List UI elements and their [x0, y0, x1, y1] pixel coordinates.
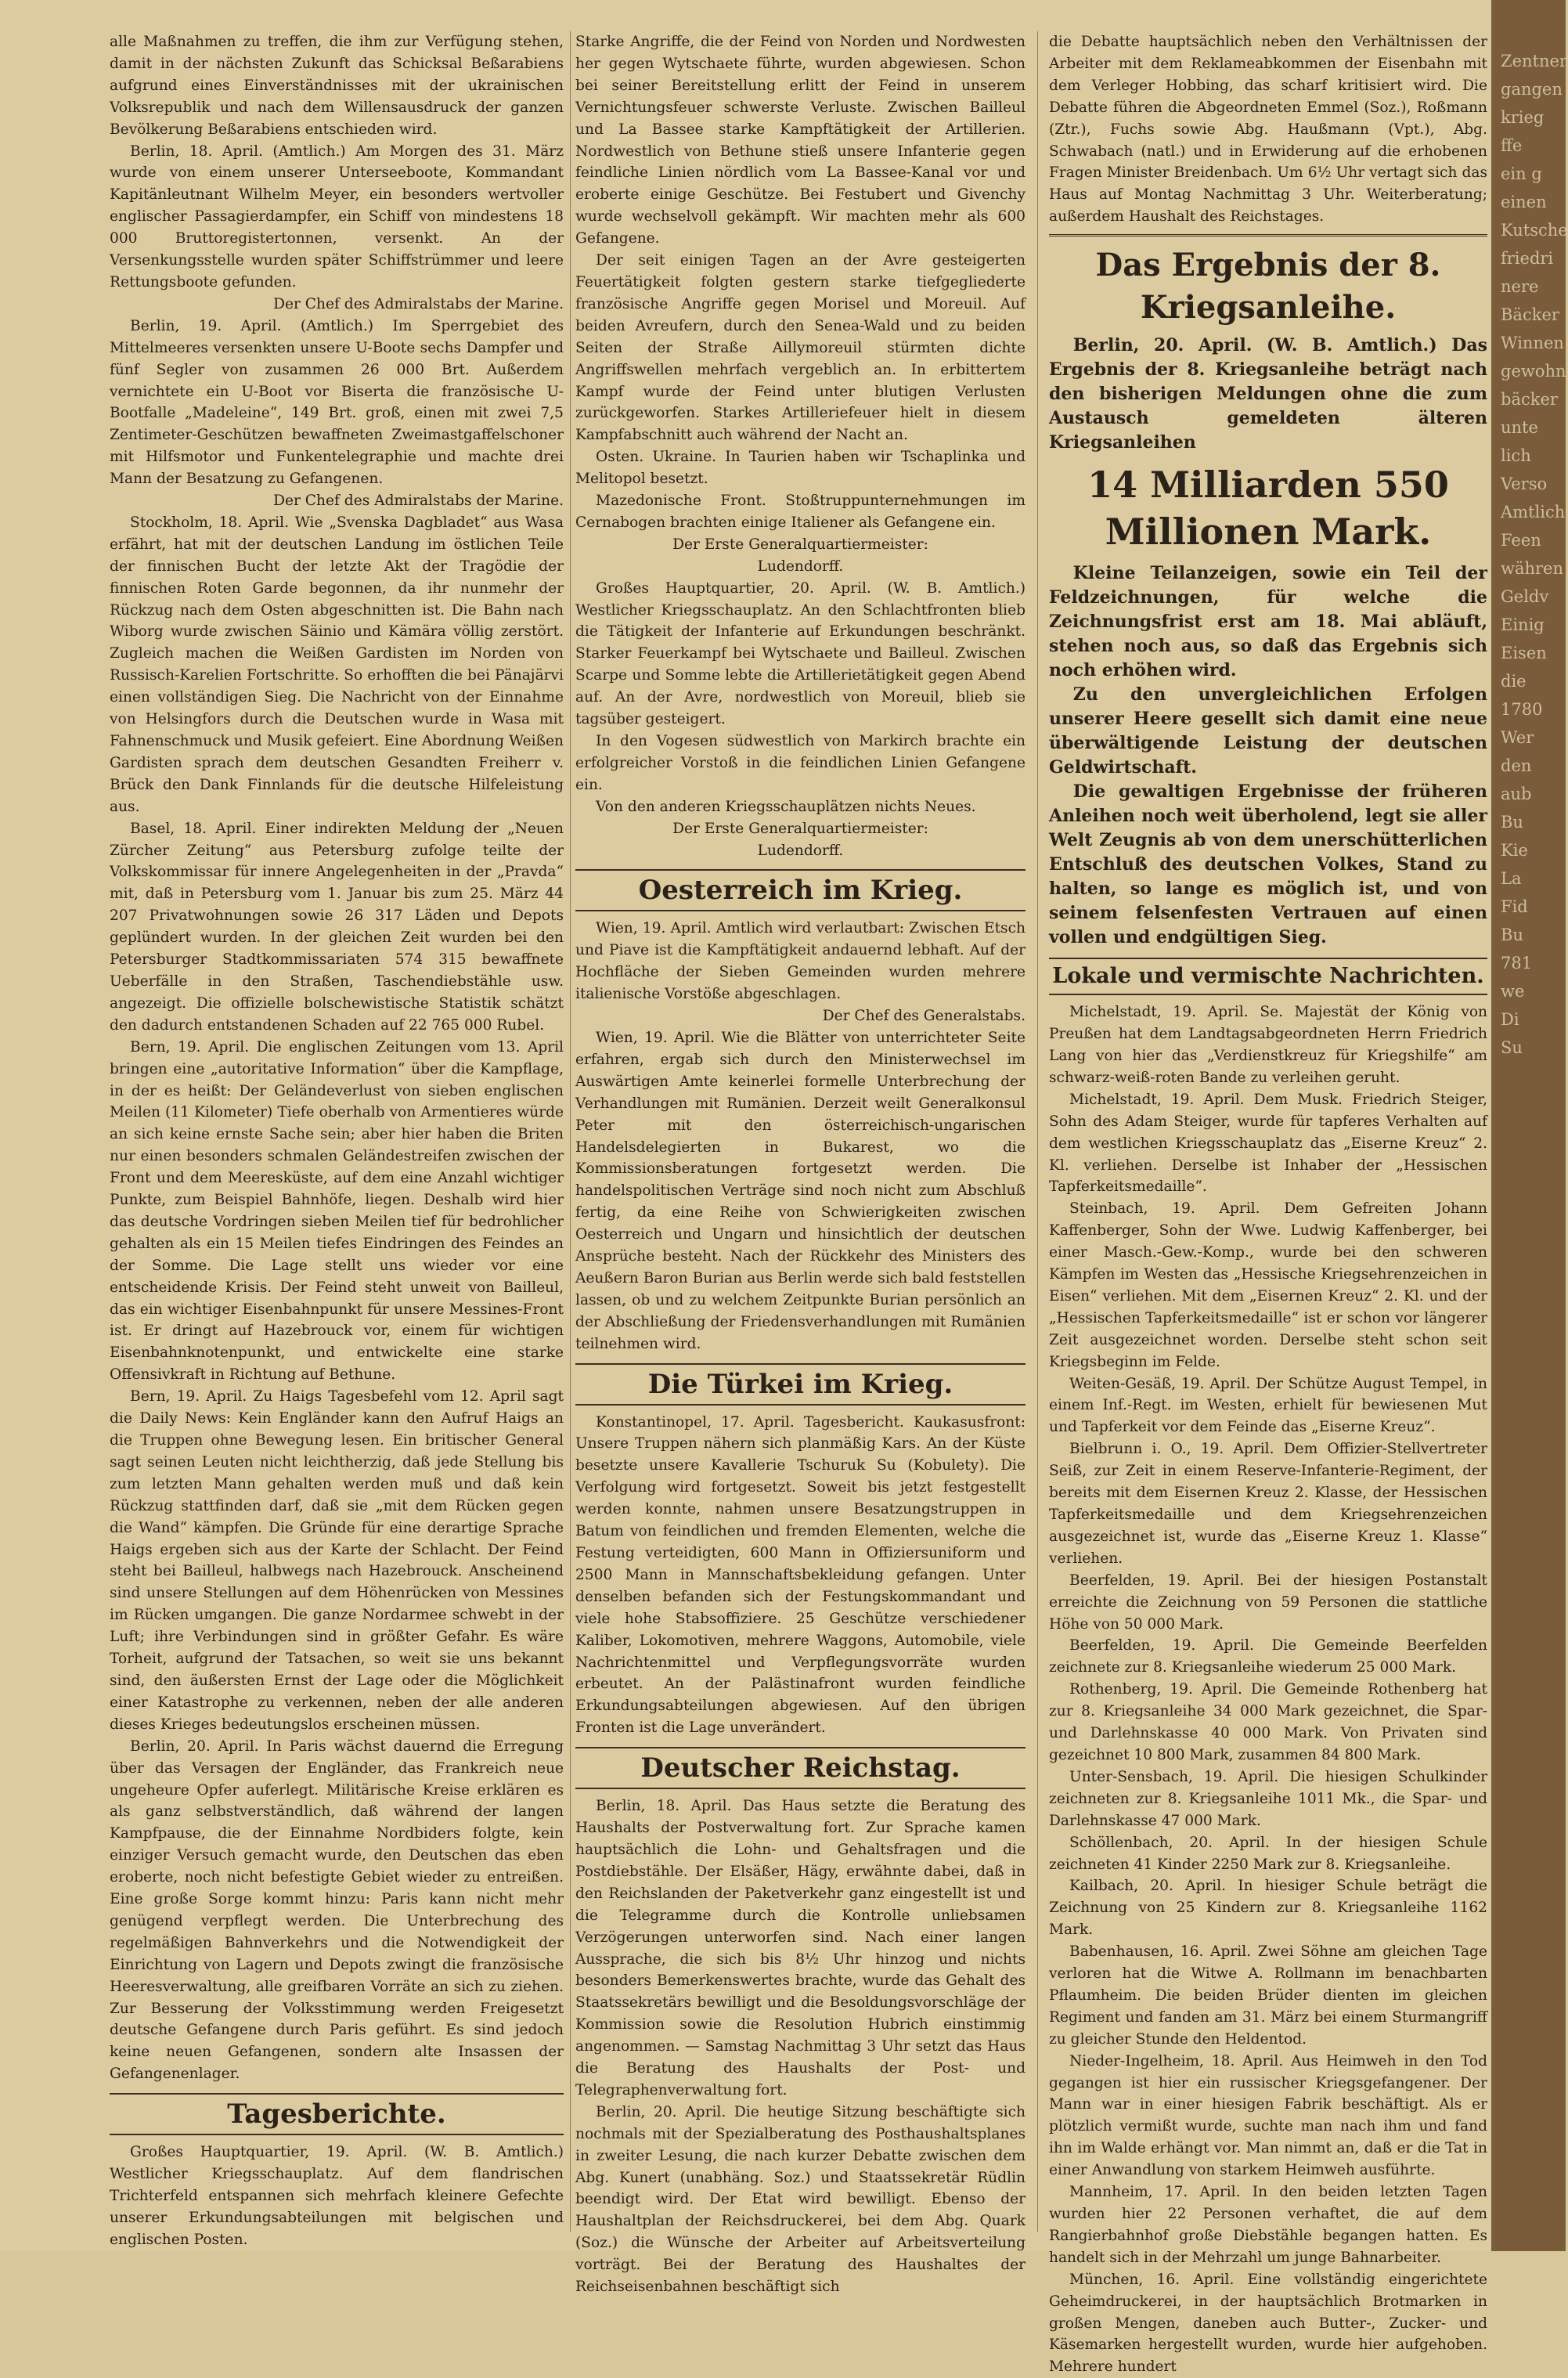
section-heading-tagesberichte: Tagesberichte.: [110, 2093, 564, 2135]
article-paragraph: Stockholm, 18. April. Wie „Svenska Dagbladet“ aus Wasa erfährt, hat mit der deutschen Landung im östlichen Teile der finnischen Bucht der letzte Akt der Tragödie der finnischen Roten Garde begonnen, da ihr nunmehr der Rückzug nach dem Osten abgeschnitten ist. Die Bahn nach Wiborg wurde zwischen Säinio und Kämära völlig zerstört. Zugleich machen die Weißen Gardisten im Norden von Russisch-Karelien Fortschritte. So erhofften die bei Pänajärvi einen vollständigen Sieg. Die Nachricht von der Einnahme von Helsingfors durch die Deutschen wurde in Wasa mit Fahnenschmuck und Musik gefeiert. Eine Abordnung Weißen Gardisten sprach dem deutschen Gesandten Freiherr v. Brück den Dank Finnlands für die deutsche Hilfeleistung aus.: [110, 514, 564, 815]
war-loan-paragraph: Kleine Teilanzeigen, sowie ein Teil der Feldzeichnungen, für welche die Zeichnungsfrist erst am 18. Mai abläuft, stehen noch aus, so daß das Ergebnis sich noch erhöhen wird.: [1049, 563, 1487, 681]
article-paragraph: Berlin, 19. April. (Amtlich.) Im Sperrgebiet des Mittelmeeres versenkten unsere U-Boote sechs Dampfer und fünf Segler von zusammen 26 000 Brt. Außerdem vernichtete ein U-Boot vor Biserta die französische U-Bootfalle „Madeleine“, 149 Brt. groß, einen mit zwei 7,5 Zentimeter-Geschützen bewaffneten Zweimastgaffelschoner mit Hilfsmotor und Funkentelegraphie und machte drei Mann der Besatzung zu Gefangenen.: [110, 317, 564, 488]
article-paragraph: Bern, 19. April. Zu Haigs Tagesbefehl vom 12. April sagt die Daily News: Kein Engländer kann den Aufruf Haigs an die Truppen ohne Bewegung lesen. Ein britischer General sagt seinen Leuten nicht leichtherzig, daß jede Stellung bis zum letzten Mann gehalten werden muß und daß kein Rückzug stattfinden darf, daß sie „mit dem Rücken gegen die Wand“ kämpfen. Die Gründe für eine derartige Sprache Haigs ergeben sich aus der Karte der Schlacht. Der Feind steht bei Bailleul, halbwegs nach Hazebrouck. Anscheinend sind unsere Stellungen auf dem Höhenrücken von Messines im Rücken umgangen. Die ganze Nordarmee schwebt in der Luft; ihre Verbindungen sind in größter Gefahr. Es wäre Torheit, aufgrund der Tatsachen, so weit sie uns bekannt sind, den äußersten Ernst der Lage oder die Möglichkeit einer Katastrophe zu verkennen, neben der alle anderen dieses Krieges bedeutungslos erscheinen müssen.: [110, 1388, 564, 1733]
signature-name: Ludendorff.: [757, 558, 844, 575]
article-paragraph: Basel, 18. April. Einer indirekten Meldung der „Neuen Zürcher Zeitung“ aus Petersburg zufolge teilte der Volkskommissar für innere Angelegenheiten in der „Pravda“ mit, daß in Petersburg vom 1. Januar bis zum 25. März 44 207 Privatwohnungen sowie 26 317 Läden und Depots geplündert wurden. In der gleichen Zeit wurden bei den Petersburger Stadtkommissariaten 574 315 bewaffnete Ueberfälle in den Straßen, Taschendiebstähle usw. angezeigt. Die offizielle bolschewistische Statistik schätzt den dadurch entstandenen Schaden auf 22 765 000 Rubel.: [110, 820, 564, 1034]
signature-name: Ludendorff.: [757, 842, 844, 859]
local-news-item: Michelstadt, 19. April. Se. Majestät der König von Preußen hat dem Landtagsabgeordneten Herrn Friedrich Lang von hier das „Verdienstkreuz für Kriegshilfe“ am schwarz-weiß-roten Bande zu verleihen geruht.: [1049, 1004, 1487, 1086]
article-paragraph: Konstantinopel, 17. April. Tagesbericht. Kaukasusfront: Unsere Truppen nähern sich planmäßig Kars. An der Küste besetzte unsere Kavallerie Tschuruk Su (Kobulety). Die Verfolgung wird fortgesetzt. Soweit bis jetzt festgestellt werden konnte, nahmen unsere Besatzungstruppen in Batum von feindlichen und fremden Elementen, welche die Festung verteidigten, 600 Mann in Offiziersuniform und 2500 Mann in Mannschaftsbekleidung gefangen. Unter denselben befanden sich der Festungskommandant und viele hohe Stabsoffiziere. 25 Geschütze verschiedener Kaliber, Lokomotiven, mehrere Waggons, Automobile, viele Nachrichtenmittel und Verpflegungsvorräte wurden erbeutet. An der Palästinafront wurden feindliche Erkundungsabteilungen abgewiesen. Auf den übrigen Fronten ist die Lage unverändert.: [575, 1413, 1026, 1737]
war-loan-intro: Berlin, 20. April. (W. B. Amtlich.) Das Ergebnis der 8. Kriegsanleihe beträgt nach den bisherigen Meldungen ohne die zum Austausch gemeldeten älteren Kriegsanleihen: [1049, 335, 1487, 453]
signature: Der Erste Generalquartiermeister:: [672, 820, 928, 837]
local-news-item: Rothenberg, 19. April. Die Gemeinde Rothenberg hat zur 8. Kriegsanleihe 34 000 Mark gezeichnet, die Spar- und Darlehnskasse 40 000 Mark. Von Privaten sind gezeichnet 10 800 Mark, zusammen 84 800 Mark.: [1049, 1681, 1487, 1763]
article-paragraph: Von den anderen Kriegsschauplätzen nichts Neues.: [596, 798, 976, 815]
column-rule: [570, 31, 571, 2232]
article-paragraph: alle Maßnahmen zu treffen, die ihm zur Verfügung stehen, damit in der nächsten Zukunft das Schicksal Beßarabiens aufgrund eines Einverständnisses mit der ukrainischen Volksrepublik und nach dem Willensausdruck der ganzen Bevölkerung Beßarabiens entschieden wird.: [110, 34, 564, 138]
local-news-item: Steinbach, 19. April. Dem Gefreiten Johann Kaffenberger, Sohn der Wwe. Ludwig Kaffenberger, bei einer Masch.-Gew.-Komp., wurde bei den schweren Kämpfen im Westen das „Hessische Kriegsehrenzeichen in Eisen“ verliehen. Mit dem „Eisernen Kreuz“ 2. Kl. und der „Hessischen Tapferkeitsmedaille“ ist er schon vor längerer Zeit ausgezeichnet worden. Derselbe steht schon seit Kriegsbeginn im Felde.: [1049, 1200, 1487, 1370]
article-paragraph: Osten. Ukraine. In Taurien haben wir Tschaplinka und Melitopol besetzt.: [575, 449, 1026, 488]
local-news-item: Beerfelden, 19. April. Die Gemeinde Beerfelden zeichnete zur 8. Kriegsanleihe wiederum 25 000 Mark.: [1049, 1637, 1487, 1676]
section-heading-reichstag: Deutscher Reichstag.: [575, 1747, 1026, 1789]
signature: Der Erste Generalquartiermeister:: [672, 536, 928, 553]
signature: Der Chef des Admiralstabs der Marine.: [273, 295, 564, 312]
local-news-item: Nieder-Ingelheim, 18. April. Aus Heimweh in den Tod gegangen ist hier ein russischer Kriegsgefangener. Der Mann war in einer hiesigen Fabrik beschäftigt. Als er plötzlich vermißt wurde, suchte man nach ihm und fand ihn im Walde erhängt vor. Man nimmt an, daß er die Tat in einer Anwandlung von starkem Heimweh ausführte.: [1049, 2052, 1487, 2179]
war-loan-headline: Das Ergebnis der 8. Kriegsanleihe.: [1049, 234, 1487, 329]
article-paragraph: Berlin, 20. April. Die heutige Sitzung beschäftigte sich nochmals mit der Spezialberatung des Posthaushaltsplanes in zweiter Lesung, die nach kurzer Debatte zwischen dem Abg. Kunert (unabhäng. Soz.) und Staatssekretär Rüdlin beendigt wird. Der Etat wird bewilligt. Ebenso der Haushaltplan der Reichsdruckerei, bei dem Abg. Quark (Soz.) die Wünsche der Arbeiter auf Arbeitsverteilung vorträgt. Bei der Beratung des Haushaltes der Reichseisenbahnen beschäftigt sich: [575, 2103, 1026, 2296]
section-heading-austria: Oesterreich im Krieg.: [575, 869, 1026, 911]
article-paragraph: Bern, 19. April. Die englischen Zeitungen vom 13. April bringen eine „autoritative Information“ über die Kampflage, in der es heißt: Der Geländeverlust von sieben englischen Meilen (11 Kilometer) Tiefe oberhalb von Armentieres würde an sich keine ernste Sache sein; aber hier haben die Briten nur einen besonders schmalen Geländestreifen zwischen der Front und dem Meeresküste, auf dem eine Anzahl wichtiger Punkte, zum Beispiel Bahnhöfe, liegen. Deshalb wird hier das deutsche Vordringen sieben Meilen tief für bedrohlicher gehalten als ein 15 Meilen tiefes Eindringen des Feindes an der Somme. Die Lage stellt uns wieder vor eine entscheidende Krisis. Der Feind steht unweit von Bailleul, das ein wichtiger Eisenbahnpunkt für unsere Messines-Front ist. Er dringt auf Hazebrouck vor, einem für wichtigen Eisenbahnknotenpunkt, und entwickelte eine starke Offensivkraft in Richtung auf Bethune.: [110, 1038, 564, 1384]
column-1: [110, 31, 564, 2248]
signature: Der Chef des Generalstabs.: [822, 1008, 1026, 1025]
local-news-item: Michelstadt, 19. April. Dem Musk. Friedrich Steiger, Sohn des Adam Steiger, wurde für tapferes Verhalten auf dem westlichen Kriegsschauplatz das „Eiserne Kreuz“ 2. Kl. verliehen. Derselbe ist Inhaber der „Hessischen Tapferkeitsmedaille“.: [1049, 1091, 1487, 1196]
article-paragraph: Wien, 19. April. Wie die Blätter von unterrichteter Seite erfahren, ergab sich durch den Ministerwechsel im Auswärtigen Amte keinerlei formelle Unterbrechung der Verhandlungen mit Rumänien. Derzeit weilt Generalkonsul Peter mit den österreichisch-ungarischen Handelsdelegierten in Bukarest, wo die Kommissionsberatungen fortgesetzt werden. Die handelspolitischen Verträge sind noch nicht zum Abschluß fertig, da eine Reihe von Schwierigkeiten zwischen Oesterreich und Ungarn und hinsichtlich der deutschen Ansprüche besteht. Nach der Rückkehr des Ministers des Aeußern Baron Burian aus Berlin werde sich bald feststellen lassen, ob und zu welchem Zeitpunkte Burian persönlich an der Abschließung der Friedensverhandlungen mit Rumänien teilnehmen wird.: [575, 1029, 1026, 1352]
local-news-item: Babenhausen, 16. April. Zwei Söhne am gleichen Tage verloren hat die Witwe A. Rollmann im benachbarten Pflaumheim. Die beiden Brüder dienten im gleichen Regiment und fanden am 31. März bei einem Sturmangriff zu gleicher Stunde den Heldentod.: [1049, 1943, 1487, 2048]
article-paragraph: Großes Hauptquartier, 19. April. (W. B. Amtlich.) Westlicher Kriegsschauplatz. Auf dem flandrischen Trichterfeld entspannen sich mehrfach kleinere Gefechte unserer Erkundungsabteilungen mit belgischen und englischen Posten.: [110, 2144, 564, 2248]
section-heading-turkey: Die Türkei im Krieg.: [575, 1363, 1026, 1406]
section-heading-local-news: Lokale und vermischte Nachrichten.: [1049, 958, 1487, 995]
column-rule: [1037, 31, 1038, 2232]
local-news-item: Unter-Sensbach, 19. April. Die hiesigen Schulkinder zeichneten zur 8. Kriegsanleihe 1011 Mk., die Spar- und Darlehnskasse 47 000 Mark.: [1049, 1768, 1487, 1829]
article-paragraph: Berlin, 18. April. (Amtlich.) Am Morgen des 31. März wurde von einem unserer Unterseeboote, Kommandant Kapitänleutnant Wilhelm Meyer, ein besonders wertvoller englischer Passagierdampfer, ein Schiff von mindestens 18 000 Bruttoregistertonnen, versenkt. An der Versenkungsstelle wurden später Schiffstrümmer und leere Rettungsboote gefunden.: [110, 143, 564, 290]
article-paragraph: Starke Angriffe, die der Feind von Norden und Nordwesten her gegen Wytschaete führte, wurden abgewiesen. Schon bei seiner Bereitstellung erlitt der Feind in unserem Vernichtungsfeuer schwerste Verluste. Zwischen Bailleul und La Bassee starke Kampftätigkeit der Artillerien. Nordwestlich von Bethune stieß unsere Infanterie gegen feindliche Linien nördlich vom La Bassee-Kanal vor und eroberte einige Geschütze. Bei Festubert und Givenchy wurde wechselvoll gekämpft. Wir machten mehr als 600 Gefangene.: [575, 34, 1026, 247]
local-news-item: Weiten-Gesäß, 19. April. Der Schütze August Tempel, in einem Inf.-Regt. im Westen, erhielt für bewiesenen Mut und Tapferkeit vor dem Feinde das „Eiserne Kreuz“.: [1049, 1375, 1487, 1436]
local-news-item: Mannheim, 17. April. In den beiden letzten Tagen wurden hier 22 Personen verhaftet, die auf dem Rangierbahnhof große Diebstähle begangen hatten. Es handelt sich in der Mehrzahl um junge Bahnarbeiter.: [1049, 2184, 1487, 2266]
local-news-item: Kailbach, 20. April. In hiesiger Schule beträgt die Zeichnung von 25 Kindern zur 8. Kriegsanleihe 1162 Mark.: [1049, 1878, 1487, 1939]
local-news-item: Schöllenbach, 20. April. In der hiesigen Schule zeichneten 41 Kinder 2250 Mark zur 8. Kriegsanleihe.: [1049, 1834, 1487, 1873]
article-paragraph: Berlin, 18. April. Das Haus setzte die Beratung des Haushalts der Postverwaltung fort. Zur Sprache kamen hauptsächlich die Lohn- und Gehaltsfragen und die Postdiebstähle. Der Elsäßer, Hägy, erwähnte dabei, daß in den Reichslanden der Paketverkehr ganz eingestellt ist und die Telegramme durch die Kontrolle unliebsamen Verzögerungen unterworfen sind. Nach einer langen Aussprache, die sich bis 8½ Uhr hinzog und nichts besonders Bemerkenswertes brachte, wurde das Gehalt des Staatssekretärs bewilligt und die Besoldungsvorschläge der Kommission sowie die Resolution Hubrich einstimmig angenommen. — Samstag Nachmittag 3 Uhr setzt das Haus die Beratung des Haushalts der Post- und Telegraphenverwaltung fort.: [575, 1798, 1026, 2098]
article-paragraph: Mazedonische Front. Stoßtruppunternehmungen im Cernabogen brachten einige Italiener als Gefangene ein.: [575, 493, 1026, 531]
signature: Der Chef des Admiralstabs der Marine.: [273, 493, 564, 510]
adjacent-page-text: Zentner gangen krieg ffe ein g einen Kutsche friedri nere Bäcker Winnen gewohn bäcker unte lich Verso Amtlich Feen währen Geldv Einig Eisen die 1780 Wer den aub Bu Kie La Fid Bu 781 we Di Su: [1501, 52, 1568, 1057]
local-news-item: Beerfelden, 19. April. Bei der hiesigen Postanstalt erreichte die Zeichnung von 59 Personen die stattliche Höhe von 50 000 Mark.: [1049, 1572, 1487, 1633]
article-paragraph: die Debatte hauptsächlich neben den Verhältnissen der Arbeiter mit dem Reklameabkommen der Eisenbahn mit dem Verleger Hobbing, das scharf kritisiert wird. Die Debatte führen die Abgeordneten Emmel (Soz.), Roßmann (Ztr.), Fuchs sowie Abg. Haußmann (Vpt.), Abg. Schwabach (natl.) und in Erwiderung auf die erhobenen Fragen Minister Breidenbach. Um 6½ Uhr vertagt sich das Haus auf Montag Nachmittag 3 Uhr. Weiterberatung; außerdem Haushalt des Reichstages.: [1049, 34, 1487, 226]
article-paragraph: In den Vogesen südwestlich von Markirch brachte ein erfolgreicher Vorstoß in die feindlichen Linien Gefangene ein.: [575, 733, 1026, 793]
war-loan-paragraph: Zu den unvergleichlichen Erfolgen unserer Heere gesellt sich damit eine neue überwältigende Leistung der deutschen Geldwirtschaft.: [1049, 684, 1487, 778]
article-paragraph: Großes Hauptquartier, 20. April. (W. B. Amtlich.) Westlicher Kriegsschauplatz. An den Schlachtfronten blieb die Tätigkeit der Infanterie auf Erkundungen beschränkt. Starker Feuerkampf bei Wytschaete und Bailleul. Zwischen Scarpe und Somme lebte die Artillerietätigkeit gegen Abend auf. An der Avre, nordwestlich von Moreuil, blieb sie tagsüber gesteigert.: [575, 579, 1026, 728]
war-loan-paragraph: Die gewaltigen Ergebnisse der früheren Anleihen noch weit überholend, legt sie aller Welt Zeugnis ab von dem unerschütterlichen Entschluß des deutschen Volkes, Stand zu halten, so lange es möglich ist, und von seinem felsenfesten Vertrauen auf einen vollen und endgültigen Sieg.: [1049, 781, 1487, 948]
war-loan-sum: 14 Milliarden 550 Millionen Mark.: [1087, 464, 1449, 554]
article-paragraph: Wien, 19. April. Amtlich wird verlautbart: Zwischen Etsch und Piave ist die Kampftätigkeit andauernd lebhaft. Auf der Hochfläche der Sieben Gemeinden wurden mehrere italienische Vorstöße abgeschlagen.: [575, 920, 1026, 1003]
column-3: [1049, 31, 1487, 2376]
local-news-item: Bielbrunn i. O., 19. April. Dem Offizier-Stellvertreter Seiß, zur Zeit in einem Reserve-Infanterie-Regiment, der bereits mit dem Eisernen Kreuz 2. Klasse, der Hessischen Tapferkeitsmedaille und dem Kriegsehrenzeichen ausgezeichnet ist, wurde das „Eiserne Kreuz 1. Klasse“ verliehen.: [1049, 1441, 1487, 1567]
local-news-item: München, 16. April. Eine vollständig eingerichtete Geheimdruckerei, in der hauptsächlich Brotmarken in großen Mengen, daneben auch Butter-, Zucker- und Käsemarken hergestellt wurden, wurde hier aufgehoben. Mehrere hundert: [1049, 2271, 1487, 2376]
adjacent-page-edge: [1491, 0, 1566, 2251]
article-paragraph: Berlin, 20. April. In Paris wächst dauernd die Erregung über das Versagen der Engländer, das Frankreich neue ungeheure Opfer auferlegt. Militärische Kreise erklären es als ganz selbstverständlich, daß während der langen Kampfpause, die der Einnahme Nordbiders folgte, kein einziger Versuch gemacht wurde, den Deutschen das eben eroberte, noch nicht befestigte Gebiet wieder zu entreißen. Eine große Sorge kommt hinzu: Paris kann nicht mehr genügend verpflegt werden. Die Unterbrechung des regelmäßigen Bahnverkehrs und die Notwendigkeit der Einrichtung von Lagern und Depots zwingt die französische Heeresverwaltung, alle greifbaren Vorräte an sich zu ziehen. Zur Besserung der Volksstimmung werden Freigesetzt deutsche Gefangene durch Paris geführt. Es sind jedoch keine neuen Gefangenen, sondern alte Insassen der Gefangenenlager.: [110, 1737, 564, 2083]
column-2: [575, 31, 1026, 2296]
article-paragraph: Der seit einigen Tagen an der Avre gesteigerten Feuertätigkeit folgten gestern starke tiefgegliederte französische Angriffe gegen Morisel und Moreuil. Auf beiden Avreufern, durch den Senea-Wald und zu beiden Seiten der Straße Aillymoreuil stürmten dichte Angriffswellen mehrfach vergeblich an. In erbittertem Kampf wurde der Feind unter blutigen Verlusten zurückgeworfen. Starkes Artilleriefeuer hielt in diesem Kampfabschnitt auch während der Nacht an.: [575, 252, 1026, 444]
